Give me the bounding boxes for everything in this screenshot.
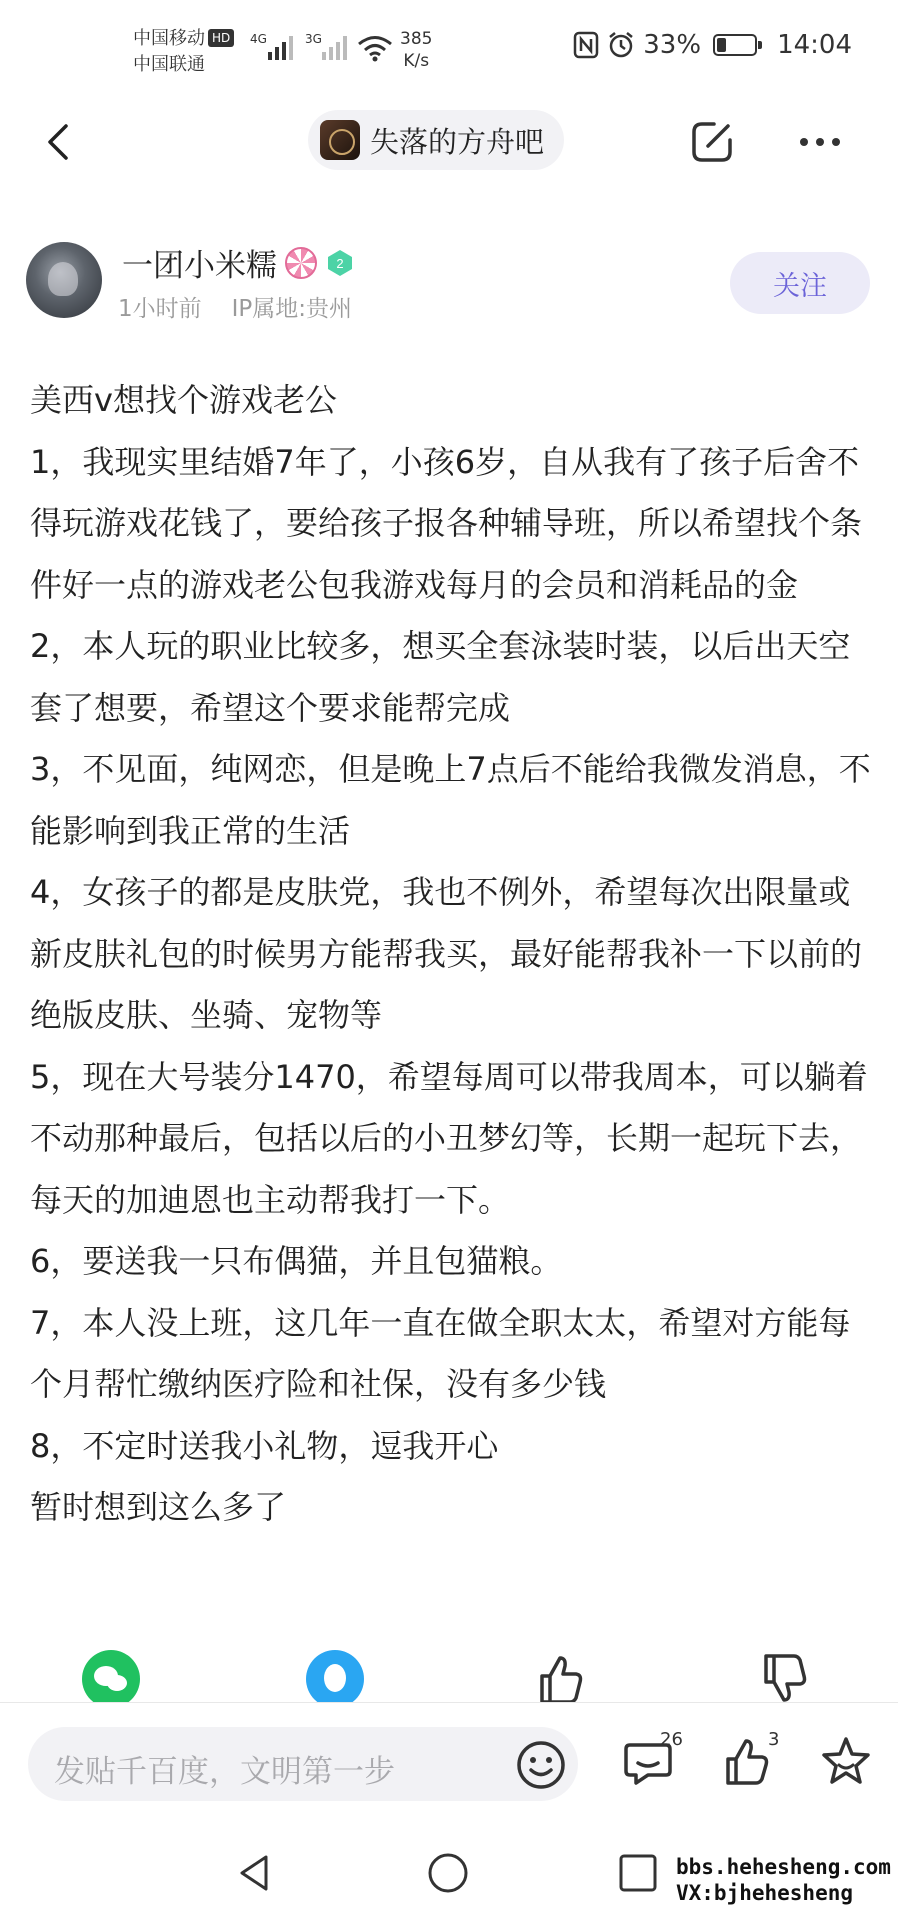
watermark [676, 1854, 891, 1906]
share-row [0, 1642, 898, 1704]
top-nav [0, 96, 898, 188]
more-horizontal-icon[interactable] [790, 114, 850, 170]
nav-recents-icon[interactable] [614, 1849, 662, 1897]
forum-name: 失落的方舟吧 [370, 124, 545, 159]
net-speed-unit: K/s [403, 51, 430, 71]
post-line: 4，女孩子的都是皮肤党，我也不例外，希望每次出限量或新皮肤礼包的时候男方能帮我买，最好能帮我补一下以前的绝版皮肤、坐骑、宠物等 [30, 873, 863, 1034]
signal-icon-2 [322, 34, 347, 60]
avatar[interactable] [26, 242, 102, 318]
post-time: 1小时前 [118, 296, 202, 322]
net-speed-value: 385 [400, 29, 433, 49]
author-name: 一团小米糯 [122, 248, 277, 284]
follow-button[interactable]: 关注 [730, 252, 870, 314]
status-right [573, 30, 852, 60]
thumb-up-icon[interactable] [530, 1650, 588, 1704]
post-line: 美西v想找个游戏老公 [30, 381, 337, 419]
reply-input[interactable] [28, 1727, 578, 1801]
post-line: 暂时想到这么多了 [30, 1488, 287, 1526]
carrier-1: 中国移动 [133, 28, 205, 49]
battery-percent: 33% [643, 30, 702, 60]
battery-icon [713, 34, 757, 56]
comment-count: 26 [660, 1729, 683, 1750]
author-name-row[interactable] [122, 240, 355, 285]
like-count: 3 [768, 1729, 780, 1750]
reply-placeholder: 发贴千百度，文明第一步 [54, 1754, 395, 1790]
hd-badge: HD [208, 29, 234, 47]
watermark-line-1: bbs.hehesheng.com [676, 1855, 891, 1879]
net-speed [400, 28, 432, 72]
lollipop-icon [285, 247, 317, 279]
alarm-icon [607, 31, 635, 59]
reply-bar [0, 1703, 898, 1823]
clock: 14:04 [777, 30, 852, 60]
net-3g-label: 3G [305, 32, 322, 46]
post-line: 3，不见面，纯网恋，但是晚上7点后不能给我微发消息，不能影响到我正常的生活 [30, 750, 871, 850]
level-badge [325, 248, 355, 278]
chevron-left-icon[interactable] [32, 114, 88, 170]
wifi-icon [356, 34, 394, 62]
post-line: 8，不定时送我小礼物，逗我开心 [30, 1426, 499, 1465]
author-header [0, 232, 898, 332]
post-line: 2，本人玩的职业比较多，想买全套泳装时装，以后出天空套了想要，希望这个要求能帮完成 [30, 627, 851, 727]
forum-logo [320, 120, 360, 160]
thumb-down-icon[interactable] [754, 1650, 812, 1704]
emoji-icon[interactable] [513, 1737, 569, 1793]
signal-icon [268, 34, 293, 60]
net-4g-label: 4G [250, 32, 267, 46]
post-line: 5，现在大号装分1470，希望每周可以带我周本，可以躺着不动那种最后，包括以后的小丑梦幻等，长期一起玩下去，每天的加迪恩也主动帮我打一下。 [30, 1057, 868, 1219]
status-bar [0, 0, 898, 96]
star-icon[interactable] [816, 1731, 876, 1791]
forum-pill[interactable] [308, 110, 564, 170]
post-line: 6，要送我一只布偶猫，并且包猫粮。 [30, 1242, 563, 1280]
post-content [30, 370, 874, 1539]
post-line: 7，本人没上班，这几年一直在做全职太太，希望对方能每个月帮忙缴纳医疗险和社保，没有多少钱 [30, 1303, 851, 1403]
ip-location: IP属地:贵州 [231, 296, 353, 322]
post-meta [118, 290, 352, 323]
carrier-2: 中国联通 [133, 54, 205, 75]
wechat-icon[interactable] [82, 1650, 140, 1704]
carrier-info [133, 26, 234, 78]
nav-back-icon[interactable] [232, 1849, 280, 1897]
level-number: 2 [336, 255, 344, 271]
watermark-line-2: VX:bjhehesheng [676, 1881, 854, 1905]
qq-icon[interactable] [306, 1650, 364, 1704]
post-line: 1，我现实里结婚7年了，小孩6岁，自从我有了孩子后舍不得玩游戏花钱了，要给孩子报各种辅导班，所以希望找个条件好一点的游戏老公包我游戏每月的会员和消耗品的金 [30, 442, 863, 604]
edit-icon[interactable] [684, 114, 740, 170]
nav-home-icon[interactable] [424, 1849, 472, 1897]
nfc-icon [573, 31, 599, 59]
